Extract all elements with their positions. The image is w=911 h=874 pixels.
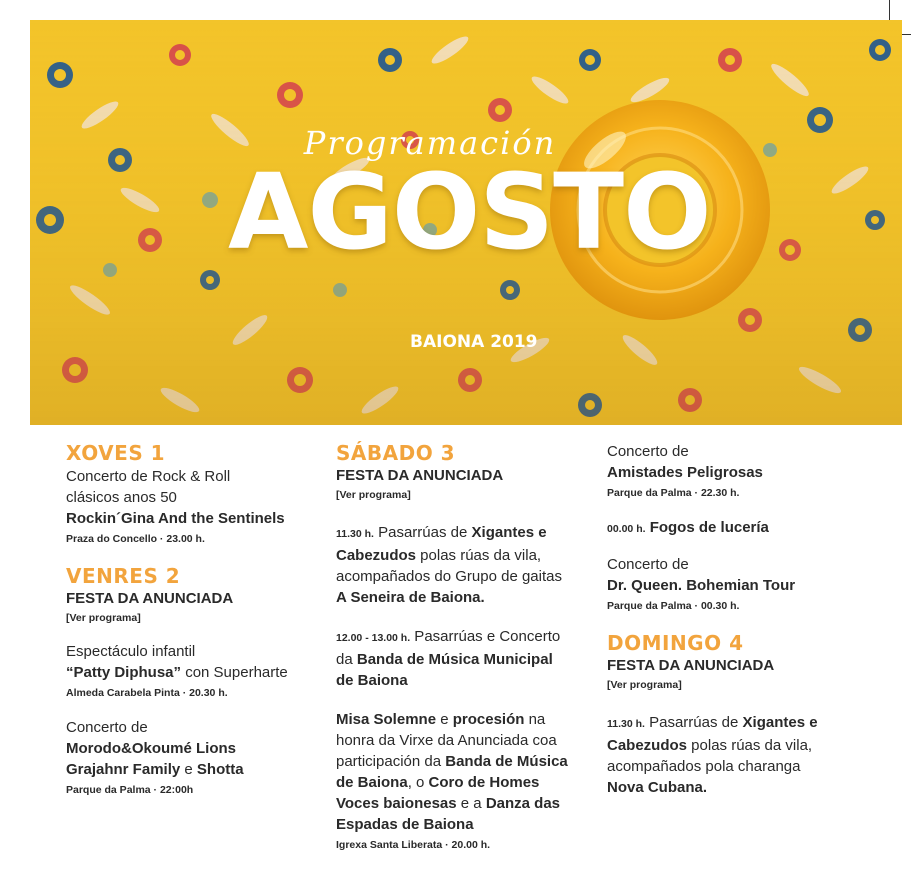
event-text: Pasarrúas de <box>644 714 743 731</box>
event-highlight: A Seneira de Baiona. <box>336 589 485 606</box>
column-3 <box>607 441 857 798</box>
event-highlight: Voces baionesas <box>336 795 457 812</box>
event-highlight: Xigantes e <box>471 524 547 541</box>
day-heading-sabado: SÁBADO 3 <box>336 441 456 465</box>
column-1 <box>66 440 326 800</box>
event-text: e <box>436 711 453 728</box>
event-text: e <box>180 761 197 778</box>
banner <box>30 20 902 425</box>
event-artist: Amistades Peligrosas <box>607 464 763 481</box>
event-place: Almeda Carabela Pinta · 20.30 h. <box>66 687 228 699</box>
event-text-line <box>336 626 598 649</box>
view-programme-link[interactable]: [Ver programa] <box>66 612 141 624</box>
event-text: Concerto de Rock & Roll <box>66 468 231 485</box>
event-time: 00.00 h. <box>607 523 646 535</box>
event-text-line <box>336 649 598 670</box>
banner-title: AGOSTO <box>228 151 711 273</box>
event-highlight: procesión <box>452 711 525 728</box>
event-artist: “Patty Diphusa” <box>66 664 182 681</box>
event-highlight: Cabezudos <box>607 737 688 754</box>
event-text: da <box>336 651 357 668</box>
event-time: 11.30 h. <box>607 718 645 730</box>
event-text: acompañados do Grupo de gaitas <box>336 568 562 585</box>
event-text: polas rúas da vila, <box>416 547 542 564</box>
event-text-line <box>66 759 326 780</box>
event-highlight: Banda de Música <box>445 753 568 770</box>
event-text-line <box>336 751 598 772</box>
event-text: honra da Virxe da Anunciada coa <box>336 732 557 749</box>
event-text-line <box>336 522 598 545</box>
event-text: Pasarrúas e Concerto <box>410 628 561 645</box>
event-highlight: Fogos de lucería <box>645 519 769 536</box>
event-text: Espectáculo infantil <box>66 643 196 660</box>
event-highlight: Nova Cubana. <box>607 779 708 796</box>
event-place: Parque da Palma · 00.30 h. <box>607 600 740 612</box>
event-artist: Morodo&Okoumé Lions <box>66 740 236 757</box>
day-heading-venres: VENRES 2 <box>66 564 181 588</box>
event-highlight: Xigantes e <box>742 714 818 731</box>
event-artist: Dr. Queen. Bohemian Tour <box>607 577 796 594</box>
event-text: , o <box>407 774 429 791</box>
event-text-line <box>66 662 326 683</box>
event-text: acompañados pola charanga <box>607 758 801 775</box>
event-highlight: Cabezudos <box>336 547 417 564</box>
event-highlight: Danza das <box>485 795 561 812</box>
festival-title: FESTA DA ANUNCIADA <box>66 590 234 607</box>
event-place: Igrexa Santa Liberata · 20.00 h. <box>336 839 491 851</box>
crop-mark-vertical <box>889 0 890 20</box>
banner-place-year: BAIONA 2019 <box>410 332 538 352</box>
event-place: Parque da Palma · 22:00h <box>66 784 194 796</box>
day-heading-domingo: DOMINGO 4 <box>607 631 744 655</box>
event-highlight: Espadas de Baiona <box>336 816 474 833</box>
banner-subtitle: Programación <box>303 124 557 162</box>
event-highlight: Misa Solemne <box>336 711 437 728</box>
event-place: Praza do Concello · 23.00 h. <box>66 533 205 545</box>
event-text-line <box>336 793 598 814</box>
event-highlight: de Baiona <box>336 774 408 791</box>
event-text: con Superharte <box>181 664 288 681</box>
event-highlight: Coro de Homes <box>428 774 540 791</box>
event-time: 11.30 h. <box>336 528 374 540</box>
event-text: polas rúas da vila, <box>687 737 813 754</box>
event-time: 12.00 - 13.00 h. <box>336 632 411 644</box>
event-text-line <box>607 712 857 735</box>
event-text: clásicos anos 50 <box>66 489 177 506</box>
column-2 <box>336 440 598 855</box>
event-text: participación da <box>336 753 446 770</box>
event-highlight: de Baiona <box>336 672 408 689</box>
festival-title: FESTA DA ANUNCIADA <box>336 467 504 484</box>
event-text-line <box>607 517 857 540</box>
event-place: Parque da Palma · 22.30 h. <box>607 487 740 499</box>
event-text-line <box>336 545 598 566</box>
event-text: Pasarrúas de <box>373 524 472 541</box>
event-artist: Grajahnr Family <box>66 761 181 778</box>
view-programme-link[interactable]: [Ver programa] <box>607 679 682 691</box>
event-highlight: Banda de Música Municipal <box>356 651 553 668</box>
event-text: na <box>524 711 546 728</box>
event-text: Concerto de <box>66 719 148 736</box>
view-programme-link[interactable]: [Ver programa] <box>336 489 411 501</box>
event-text: Concerto de <box>607 556 689 573</box>
festival-title: FESTA DA ANUNCIADA <box>607 657 775 674</box>
event-artist: Rockin´Gina And the Sentinels <box>66 510 285 527</box>
event-text: e a <box>456 795 486 812</box>
event-artist: Shotta <box>196 761 244 778</box>
event-text: Concerto de <box>607 443 689 460</box>
day-heading-xoves: XOVES 1 <box>66 441 166 465</box>
event-text-line <box>336 772 598 793</box>
event-text-line <box>607 735 857 756</box>
event-text-line <box>336 709 598 730</box>
